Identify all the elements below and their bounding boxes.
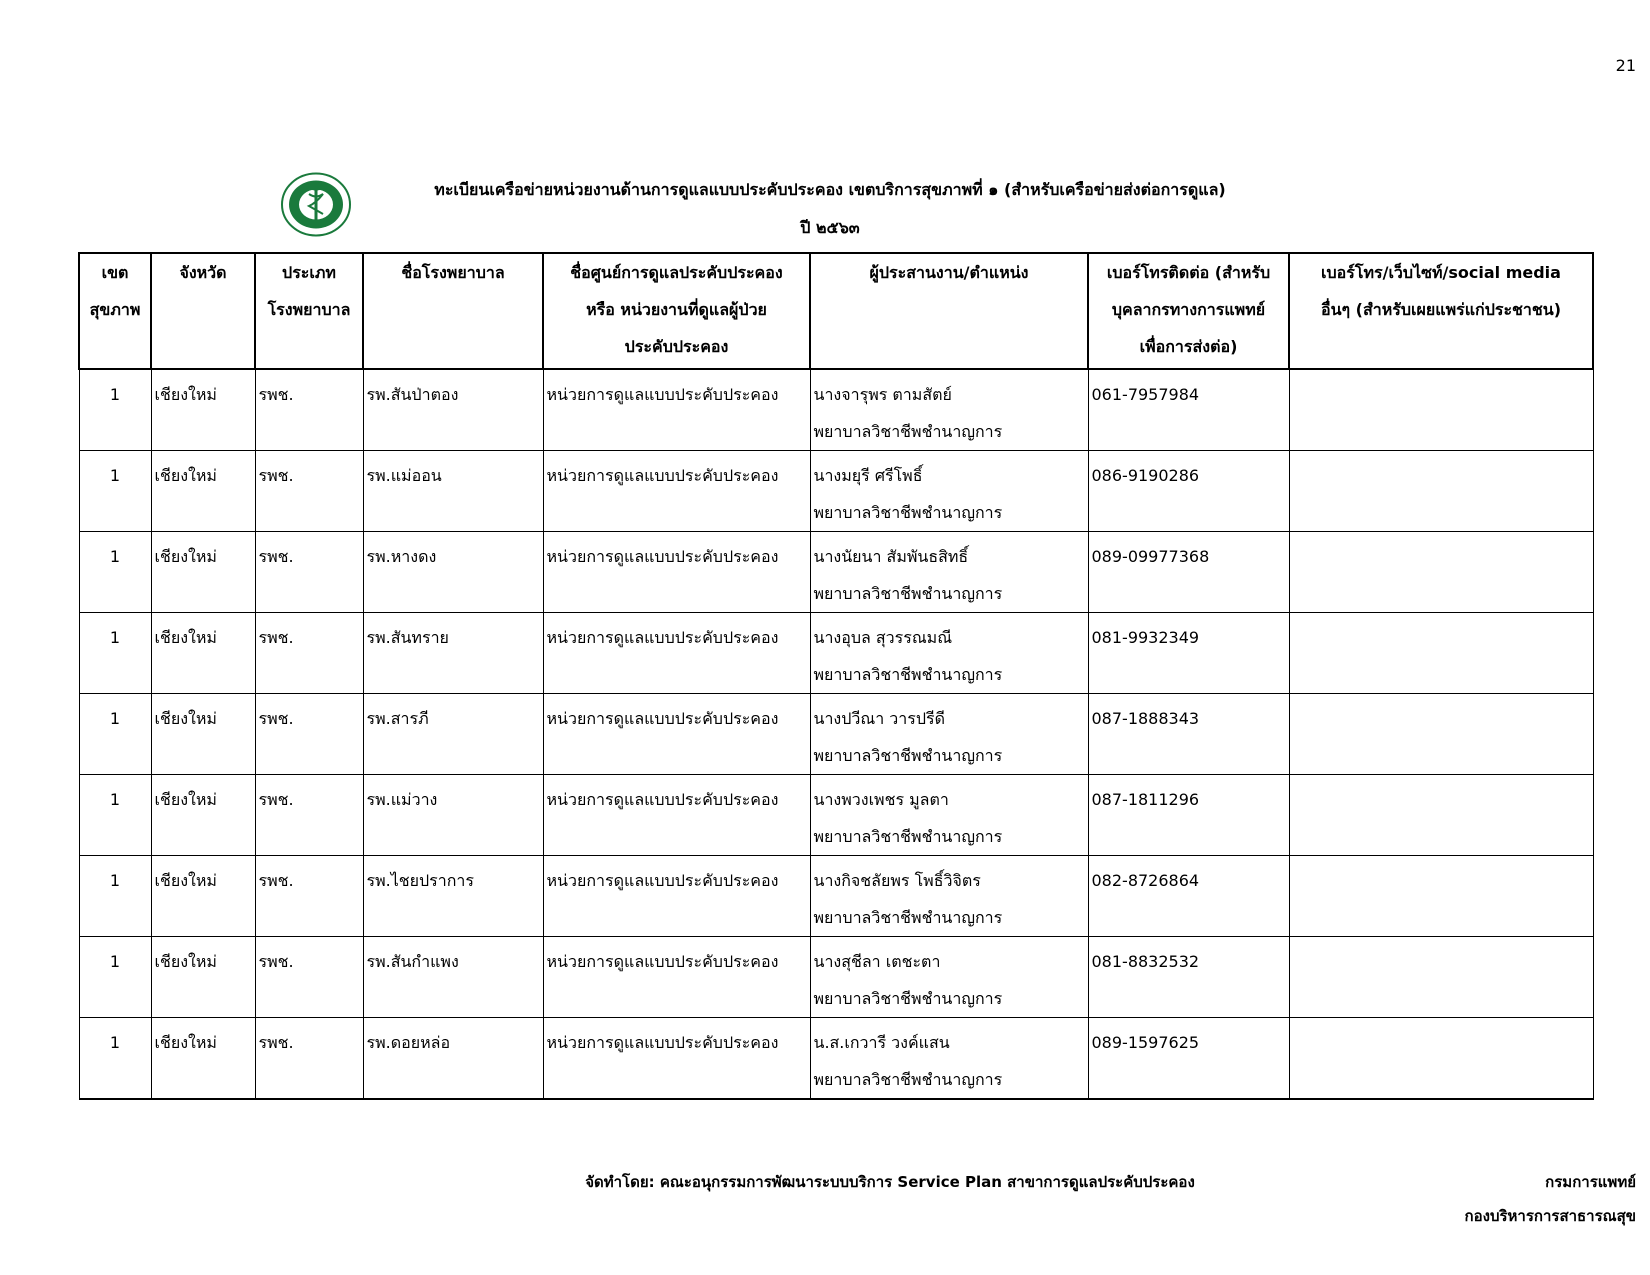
care-center-cell: หน่วยการดูแลแบบประคับประคอง — [543, 1018, 810, 1100]
coordinator-position: พยาบาลวิชาชีพชำนาญการ — [813, 827, 1003, 846]
network-registry-table — [78, 252, 1594, 1100]
contact-phone-cell: 081-9932349 — [1088, 613, 1289, 694]
department-name: กรมการแพทย์ — [1545, 1173, 1636, 1191]
contact-phone-cell: 089-09977368 — [1088, 532, 1289, 613]
coordinator-name: นางพวงเพชร มูลตา — [813, 790, 949, 809]
care-center-cell: หน่วยการดูแลแบบประคับประคอง — [543, 775, 810, 856]
coordinator-name: นางนัยนา สัมพันธสิทธิ์ — [813, 547, 969, 566]
province-cell: เชียงใหม่ — [151, 369, 255, 451]
coordinator-position: พยาบาลวิชาชีพชำนาญการ — [813, 665, 1003, 684]
contact-phone-cell: 087-1811296 — [1088, 775, 1289, 856]
hospital-type-cell: รพช. — [255, 613, 363, 694]
care-center-cell: หน่วยการดูแลแบบประคับประคอง — [543, 451, 810, 532]
contact-phone-cell: 081-8832532 — [1088, 937, 1289, 1018]
care-center-cell: หน่วยการดูแลแบบประคับประคอง — [543, 856, 810, 937]
coordinator-position: พยาบาลวิชาชีพชำนาญการ — [813, 584, 1003, 603]
coordinator-cell — [810, 451, 1088, 532]
coordinator-cell — [810, 613, 1088, 694]
table-row — [79, 856, 1593, 937]
header-line: ชื่อโรงพยาบาล — [401, 263, 505, 282]
province-cell: เชียงใหม่ — [151, 937, 255, 1018]
coordinator-position: พยาบาลวิชาชีพชำนาญการ — [813, 422, 1003, 441]
hospital-name-cell: รพ.สันทราย — [363, 613, 543, 694]
hospital-name-cell: รพ.ไชยปราการ — [363, 856, 543, 937]
header-line: ชื่อศูนย์การดูแลประคับประคอง — [570, 263, 783, 282]
header-line: เบอร์โทรติดต่อ (สำหรับ — [1106, 263, 1271, 282]
hospital-type-cell: รพช. — [255, 694, 363, 775]
table-row — [79, 775, 1593, 856]
province-cell: เชียงใหม่ — [151, 613, 255, 694]
hospital-type-cell: รพช. — [255, 369, 363, 451]
province-cell: เชียงใหม่ — [151, 1018, 255, 1100]
hospital-name-cell: รพ.สันป่าตอง — [363, 369, 543, 451]
table-row — [79, 613, 1593, 694]
coordinator-cell — [810, 369, 1088, 451]
page-number: 21 — [1615, 56, 1636, 75]
hospital-name-cell: รพ.สารภี — [363, 694, 543, 775]
hospital-type-cell: รพช. — [255, 1018, 363, 1100]
division-name: กองบริหารการสาธารณสุข — [1464, 1207, 1636, 1225]
contact-phone-cell: 087-1888343 — [1088, 694, 1289, 775]
header-line: บุคลากรทางการแพทย์ — [1111, 300, 1266, 319]
health-region-cell: 1 — [79, 613, 151, 694]
public-contact-cell — [1289, 694, 1593, 775]
coordinator-position: พยาบาลวิชาชีพชำนาญการ — [813, 1070, 1003, 1089]
header-line: เบอร์โทร/เว็บไซท์/social media — [1321, 263, 1561, 282]
document-subtitle: ปี ๒๕๖๓ — [800, 218, 860, 237]
coordinator-cell — [810, 1018, 1088, 1100]
hospital-name-cell: รพ.แม่วาง — [363, 775, 543, 856]
header-line: ประคับประคอง — [624, 337, 729, 356]
prepared-by: จัดทำโดย: คณะอนุกรรมการพัฒนาระบบบริการ Service Plan สาขาการดูแลประคับประคอง — [585, 1173, 1195, 1191]
hospital-type-cell: รพช. — [255, 856, 363, 937]
header-line: หรือ หน่วยงานที่ดูแลผู้ป่วย — [586, 300, 767, 319]
hospital-name-cell: รพ.แม่ออน — [363, 451, 543, 532]
province-cell: เชียงใหม่ — [151, 856, 255, 937]
header-line: ผู้ประสานงาน/ตำแหน่ง — [869, 263, 1029, 282]
coordinator-cell — [810, 775, 1088, 856]
health-region-cell: 1 — [79, 694, 151, 775]
coordinator-name: นางปวีณา วารปรีดี — [813, 709, 945, 728]
health-region-cell: 1 — [79, 451, 151, 532]
contact-phone-cell: 082-8726864 — [1088, 856, 1289, 937]
province-cell: เชียงใหม่ — [151, 775, 255, 856]
care-center-cell: หน่วยการดูแลแบบประคับประคอง — [543, 532, 810, 613]
coordinator-position: พยาบาลวิชาชีพชำนาญการ — [813, 746, 1003, 765]
table-header-row — [79, 253, 1593, 369]
province-cell: เชียงใหม่ — [151, 451, 255, 532]
health-region-cell: 1 — [79, 532, 151, 613]
care-center-cell: หน่วยการดูแลแบบประคับประคอง — [543, 937, 810, 1018]
table-row — [79, 694, 1593, 775]
hospital-type-cell: รพช. — [255, 937, 363, 1018]
hospital-type-cell: รพช. — [255, 451, 363, 532]
header-line: จังหวัด — [179, 263, 227, 282]
header-hospital-type — [255, 253, 363, 369]
contact-phone-cell: 061-7957984 — [1088, 369, 1289, 451]
ministry-seal-icon — [280, 172, 352, 237]
coordinator-cell — [810, 937, 1088, 1018]
table-row — [79, 369, 1593, 451]
header-coordinator — [810, 253, 1088, 369]
health-region-cell: 1 — [79, 1018, 151, 1100]
header-line: โรงพยาบาล — [267, 300, 351, 319]
public-contact-cell — [1289, 937, 1593, 1018]
header-province — [151, 253, 255, 369]
coordinator-cell — [810, 694, 1088, 775]
health-region-cell: 1 — [79, 775, 151, 856]
coordinator-cell — [810, 532, 1088, 613]
header-contact-phone — [1088, 253, 1289, 369]
coordinator-name: นางสุชีลา เตชะตา — [813, 952, 941, 971]
table-row — [79, 937, 1593, 1018]
care-center-cell: หน่วยการดูแลแบบประคับประคอง — [543, 613, 810, 694]
province-cell: เชียงใหม่ — [151, 532, 255, 613]
coordinator-name: น.ส.เกวารี วงค์แสน — [813, 1033, 950, 1052]
header-care-center — [543, 253, 810, 369]
hospital-name-cell: รพ.สันกำแพง — [363, 937, 543, 1018]
coordinator-cell — [810, 856, 1088, 937]
header-public-contact — [1289, 253, 1593, 369]
health-region-cell: 1 — [79, 369, 151, 451]
coordinator-name: นางมยุรี ศรีโพธิ์ — [813, 466, 923, 485]
coordinator-position: พยาบาลวิชาชีพชำนาญการ — [813, 503, 1003, 522]
care-center-cell: หน่วยการดูแลแบบประคับประคอง — [543, 694, 810, 775]
care-center-cell: หน่วยการดูแลแบบประคับประคอง — [543, 369, 810, 451]
header-hospital-name — [363, 253, 543, 369]
health-region-cell: 1 — [79, 937, 151, 1018]
hospital-name-cell: รพ.หางดง — [363, 532, 543, 613]
header-line: เขต — [101, 263, 129, 282]
coordinator-position: พยาบาลวิชาชีพชำนาญการ — [813, 989, 1003, 1008]
public-contact-cell — [1289, 613, 1593, 694]
header-line: อื่นๆ (สำหรับเผยแพร่แก่ประชาชน) — [1320, 300, 1562, 319]
table-row — [79, 1018, 1593, 1100]
coordinator-position: พยาบาลวิชาชีพชำนาญการ — [813, 908, 1003, 927]
hospital-type-cell: รพช. — [255, 532, 363, 613]
public-contact-cell — [1289, 451, 1593, 532]
header-line: สุขภาพ — [89, 300, 141, 319]
public-contact-cell — [1289, 1018, 1593, 1100]
coordinator-name: นางอุบล สุวรรณมณี — [813, 628, 953, 647]
coordinator-name: นางจารุพร ตามสัตย์ — [813, 385, 952, 404]
coordinator-name: นางกิจชลัยพร โพธิ์วิจิตร — [813, 871, 981, 890]
public-contact-cell — [1289, 775, 1593, 856]
table-row — [79, 451, 1593, 532]
hospital-type-cell: รพช. — [255, 775, 363, 856]
health-region-cell: 1 — [79, 856, 151, 937]
contact-phone-cell: 086-9190286 — [1088, 451, 1289, 532]
document-title: ทะเบียนเครือข่ายหน่วยงานด้านการดูแลแบบประคับประคอง เขตบริการสุขภาพที่ ๑ (สำหรับเครือข่ายส่งต่อการดูแล) — [434, 180, 1226, 199]
public-contact-cell — [1289, 369, 1593, 451]
header-line: เพื่อการส่งต่อ) — [1139, 337, 1238, 356]
province-cell: เชียงใหม่ — [151, 694, 255, 775]
header-health-region — [79, 253, 151, 369]
hospital-name-cell: รพ.ดอยหล่อ — [363, 1018, 543, 1100]
public-contact-cell — [1289, 532, 1593, 613]
public-contact-cell — [1289, 856, 1593, 937]
header-line: ประเภท — [282, 263, 336, 282]
table-row — [79, 532, 1593, 613]
contact-phone-cell: 089-1597625 — [1088, 1018, 1289, 1100]
